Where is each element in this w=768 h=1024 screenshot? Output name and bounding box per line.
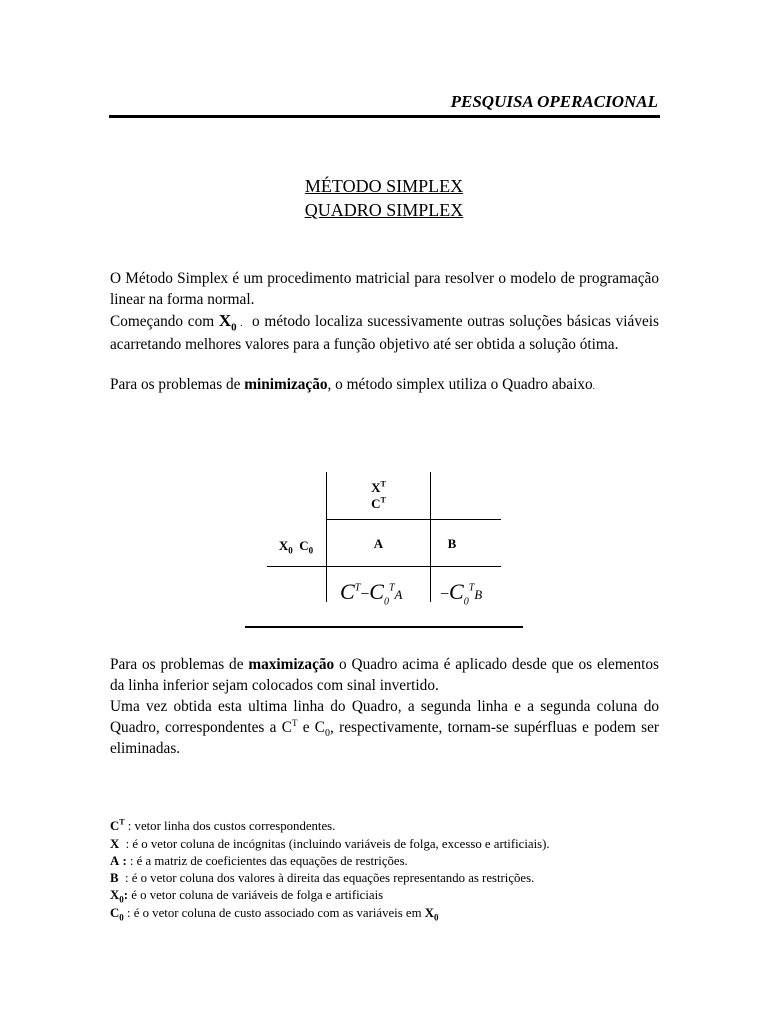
tableau-row-label: $X_0$ $C_0$ — [278, 538, 314, 556]
document-subtitle: QUADRO SIMPLEX — [304, 200, 464, 220]
page-header-title: PESQUISA OPERACIONAL — [450, 92, 658, 111]
maximization-paragraph-1: Para os problemas de maximização o Quadro acima é aplicado desde que os elementos da linha inferior sejam colocados com sinal invertido. — [110, 656, 660, 694]
header-rule — [109, 115, 660, 118]
maximization-paragraph-2: Uma vez obtida esta ultima linha do Quadro, a segunda linha e a segunda coluna do Quadro, correspondentes a $C^T$ e $C_0$, respectivamente, tornam-se supérfluas e podem ser eliminadas. — [110, 698, 659, 757]
tableau-cell-a: A — [373, 536, 384, 551]
legend-c0: $C_0$ : é o vetor coluna de custo associado com as variáveis em $X_0$ — [110, 906, 439, 923]
intro-paragraph-2: Começando com $X_0$ . o método localiza sucessivamente outras soluções básicas viáveis acarretando melhores valores para a função objetivo até ser obtida a solução ótima. — [110, 311, 659, 353]
tableau-formula-objective: $-C_0^TB$ — [440, 579, 483, 608]
tableau-hline-bottom — [267, 566, 501, 567]
tableau-formula-reduced-cost: $C^T-C_0^TA$ — [340, 579, 403, 608]
tableau-header-xt: $X^T$ $C^T$ — [371, 479, 386, 511]
intro-paragraph-1: O Método Simplex é um procedimento matricial para resolver o modelo de programação linear na forma normal. — [110, 270, 659, 308]
legend-x: X : é o vetor coluna de incógnitas (incluindo variáveis de folga, excesso e artificiais). — [110, 837, 550, 851]
section-divider — [245, 626, 523, 628]
legend-x0: $X_0$: é o vetor coluna de variáveis de folga e artificiais — [110, 888, 384, 905]
legend-b: B : é o vetor coluna dos valores à direita das equações representando as restrições. — [110, 871, 535, 885]
tableau-hline-top — [326, 519, 501, 520]
intro-paragraph-3: Para os problemas de minimização, o método simplex utiliza o Quadro abaixo. — [110, 376, 595, 393]
legend-a: A : : é a matriz de coeficientes das equações de restrições. — [110, 854, 408, 868]
tableau-cell-b: B — [447, 536, 457, 551]
legend-ct: $C^T$ : vetor linha dos custos correspondentes. — [110, 817, 336, 833]
document-title: MÉTODO SIMPLEX — [304, 176, 464, 196]
